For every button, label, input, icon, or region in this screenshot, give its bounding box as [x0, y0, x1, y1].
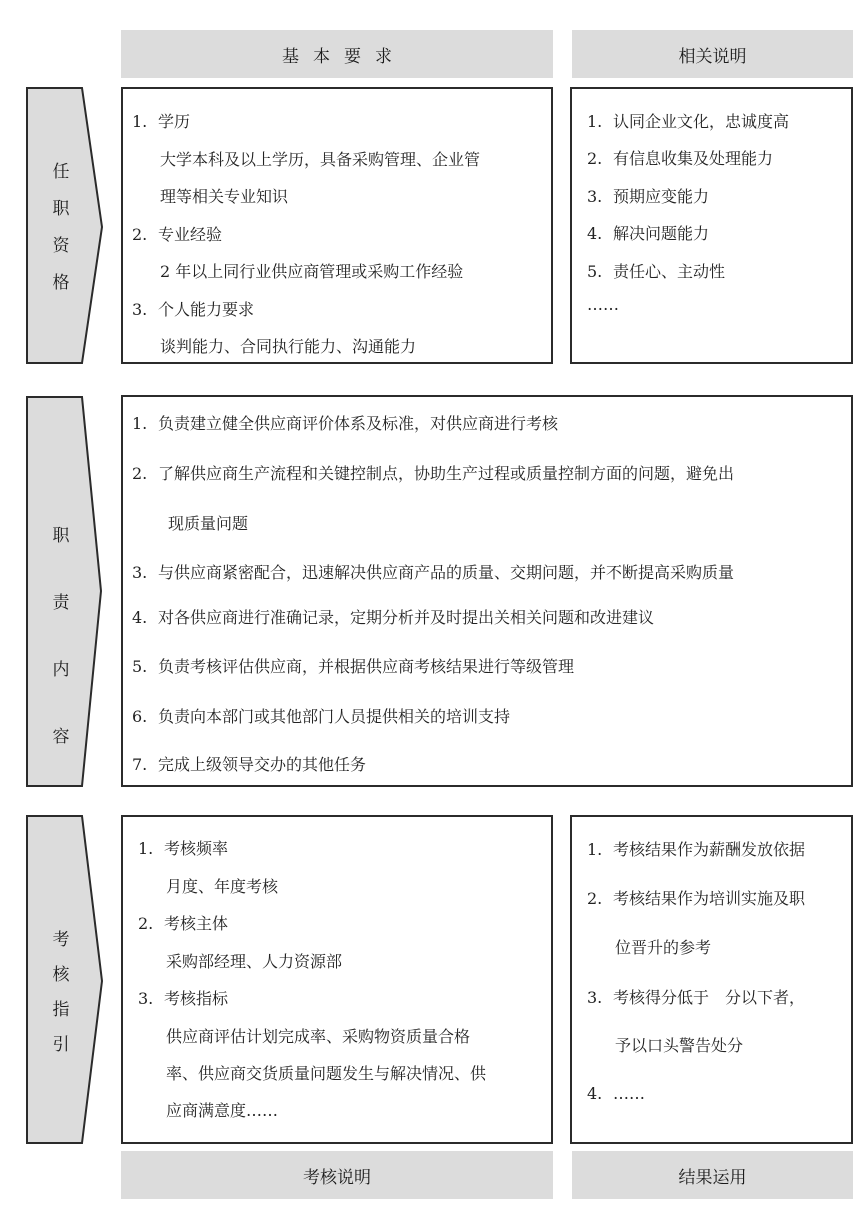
list-item: 4. 解决问题能力 [587, 224, 710, 243]
list-item: 2. 考核主体 [138, 914, 229, 933]
list-item: 4. 对各供应商进行准确记录，定期分析并及时提出关相关问题和改进建议 [132, 608, 655, 627]
list-item-detail: 应商满意度…… [166, 1101, 279, 1120]
label-char: 引 [52, 1035, 70, 1055]
label-char: 资 [52, 236, 70, 256]
list-item: 1. 考核结果作为薪酬发放依据 [587, 840, 806, 859]
list-item: 5. 责任心、主动性 [587, 262, 726, 281]
qualifications-requirements-box [121, 87, 553, 364]
list-item-detail: 大学本科及以上学历，具备采购管理、企业管 [160, 150, 481, 169]
list-item: 7. 完成上级领导交办的其他任务 [132, 755, 367, 774]
section-label-text [26, 157, 96, 293]
list-ellipsis: …… [587, 295, 619, 314]
list-item: 2. 了解供应商生产流程和关键控制点，协助生产过程或质量控制方面的问题，避免出 [132, 464, 735, 483]
list-item: 1. 负责建立健全供应商评价体系及标准，对供应商进行考核 [132, 414, 559, 433]
assessment-results-box [570, 815, 853, 1144]
footer-assessment-notes: 考核说明 [121, 1151, 553, 1199]
assessment-notes-box [121, 815, 553, 1144]
list-item: 3. 与供应商紧密配合，迅速解决供应商产品的质量、交期问题，并不断提高采购质量 [132, 563, 735, 582]
list-item: 6. 负责向本部门或其他部门人员提供相关的培训支持 [132, 707, 511, 726]
header-basic-requirements: 基本要求 [121, 30, 553, 78]
list-item-detail: 谈判能力、合同执行能力、沟通能力 [160, 337, 417, 356]
section-label-qualifications [26, 87, 106, 364]
list-item-detail: 供应商评估计划完成率、采购物资质量合格 [166, 1027, 471, 1046]
list-item: 2. 有信息收集及处理能力 [587, 149, 774, 168]
label-char: 容 [52, 727, 70, 747]
list-item-detail: 采购部经理、人力资源部 [166, 952, 343, 971]
label-char: 格 [52, 273, 70, 293]
list-item: 5. 负责考核评估供应商，并根据供应商考核结果进行等级管理 [132, 657, 575, 676]
list-item: 3. 考核得分低于 分以下者， [587, 988, 806, 1007]
list-item: 1. 学历 [132, 112, 191, 131]
label-char: 职 [52, 199, 70, 219]
list-item-continuation: 位晋升的参考 [615, 938, 712, 957]
label-char: 责 [52, 593, 70, 613]
label-char: 任 [52, 162, 70, 182]
list-item-detail: 理等相关专业知识 [160, 187, 289, 206]
list-item-continuation: 现质量问题 [168, 514, 249, 533]
label-char: 职 [52, 526, 70, 546]
list-item: 1. 考核频率 [138, 839, 229, 858]
label-char: 核 [52, 965, 70, 985]
list-item: 2. 专业经验 [132, 225, 223, 244]
section-label-assessment-guide [26, 815, 106, 1144]
header-related-notes: 相关说明 [572, 30, 853, 78]
list-item-detail: 月度、年度考核 [166, 877, 279, 896]
list-item-continuation: 予以口头警告处分 [615, 1036, 744, 1055]
list-item: 3. 个人能力要求 [132, 300, 255, 319]
label-char: 内 [52, 660, 70, 680]
section-label-text [26, 925, 96, 1055]
list-item: 3. 考核指标 [138, 989, 229, 1008]
list-item-detail: 率、供应商交货质量问题发生与解决情况、供 [166, 1064, 487, 1083]
list-item: 1. 认同企业文化，忠诚度高 [587, 112, 790, 131]
list-item-detail: 2 年以上同行业供应商管理或采购工作经验 [160, 262, 464, 281]
list-item: 3. 预期应变能力 [587, 187, 710, 206]
label-char: 考 [52, 930, 70, 950]
section-label-responsibilities [26, 396, 106, 787]
responsibilities-box [121, 395, 853, 787]
qualifications-notes-box [570, 87, 853, 364]
list-item: 4. …… [587, 1084, 645, 1103]
label-char: 指 [52, 1000, 70, 1020]
list-item: 2. 考核结果作为培训实施及职 [587, 889, 806, 908]
section-label-text [26, 521, 96, 747]
footer-result-application: 结果运用 [572, 1151, 853, 1199]
